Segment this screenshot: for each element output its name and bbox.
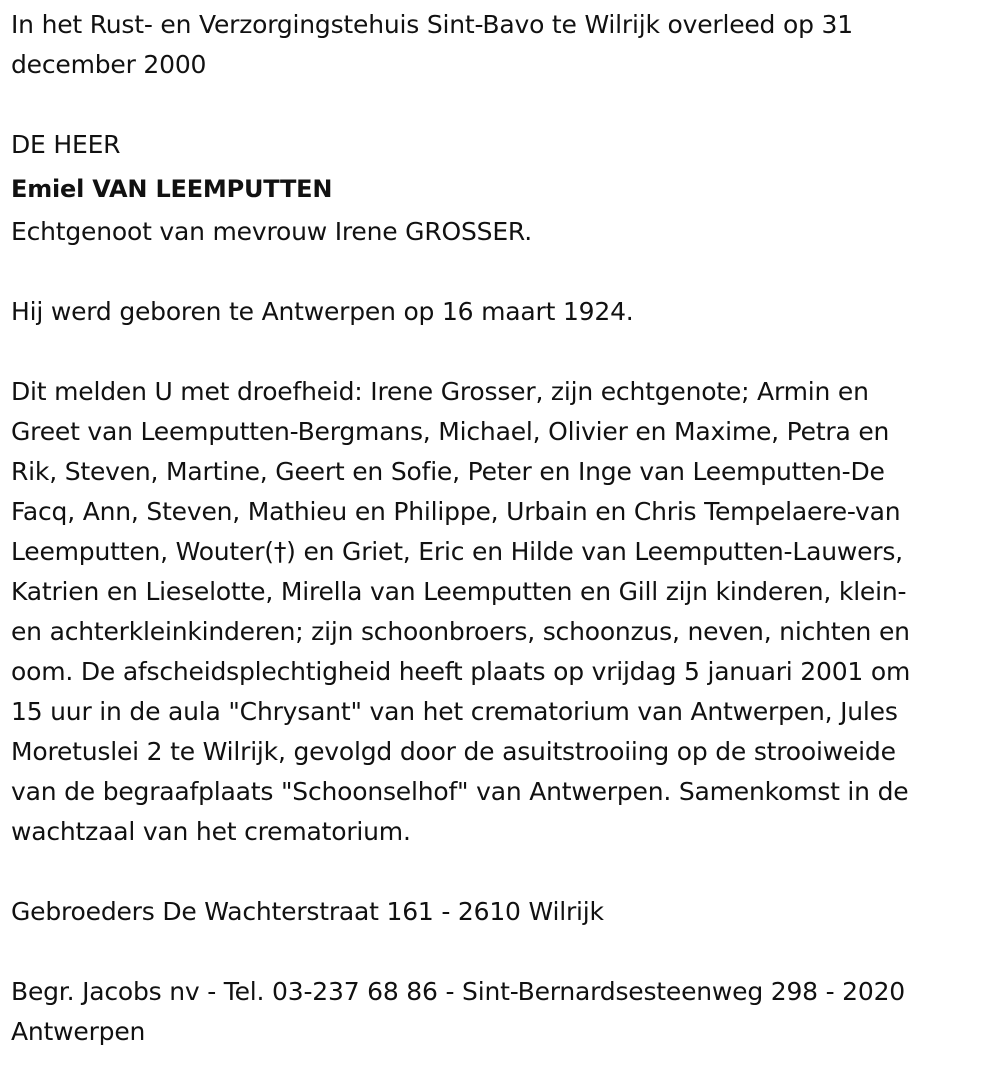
- death-notice: [11, 5, 991, 1052]
- spacer: [11, 852, 991, 892]
- spacer: [11, 932, 991, 972]
- funeral-director-line: Begr. Jacobs nv - Tel. 03-237 68 86 - Sint-Bernardsesteenweg 298 - 2020 Antwerpen: [11, 977, 906, 1046]
- spouse-line: Echtgenoot van mevrouw Irene GROSSER.: [11, 217, 532, 246]
- deceased-name: Emiel VAN LEEMPUTTEN: [11, 175, 333, 203]
- address-line: Gebroeders De Wachterstraat 161 - 2610 Wilrijk: [11, 897, 604, 926]
- birth-line: Hij werd geboren te Antwerpen op 16 maart 1924.: [11, 297, 634, 326]
- death-place-date: In het Rust- en Verzorgingstehuis Sint-Bavo te Wilrijk overleed op 31 december 2000: [11, 10, 853, 79]
- spacer: [11, 85, 991, 125]
- announcement-paragraph: Dit melden U met droefheid: Irene Grosser, zijn echtgenote; Armin en Greet van Leemputten-Bergmans, Michael, Olivier en Maxime, Petra en Rik, Steven, Martine, Geert en Sofie, Peter en Inge van Leemputten-De Facq, Ann, Steven, Mathieu en Philippe, Urbain en Chris Tempelaere-van Leemputten, Wouter(†) en Griet, Eric en Hilde van Leemputten-Lauwers, Katrien en Lieselotte, Mirella van Leemputten en Gill zijn kinderen, klein- en achterkleinkinderen; zijn schoonbroers, schoonzus, neven, nichten en oom. De afscheidsplechtigheid heeft plaats op vrijdag 5 januari 2001 om 15 uur in de aula "Chrysant" van het crematorium van Antwerpen, Jules Moretuslei 2 te Wilrijk, gevolgd door de asuitstrooiing op de strooiweide van de begraafplaats "Schoonselhof" van Antwerpen. Samenkomst in de wachtzaal van het crematorium.: [11, 377, 911, 846]
- spacer: [11, 332, 991, 372]
- spacer: [11, 252, 991, 292]
- honorific-title: DE HEER: [11, 130, 121, 159]
